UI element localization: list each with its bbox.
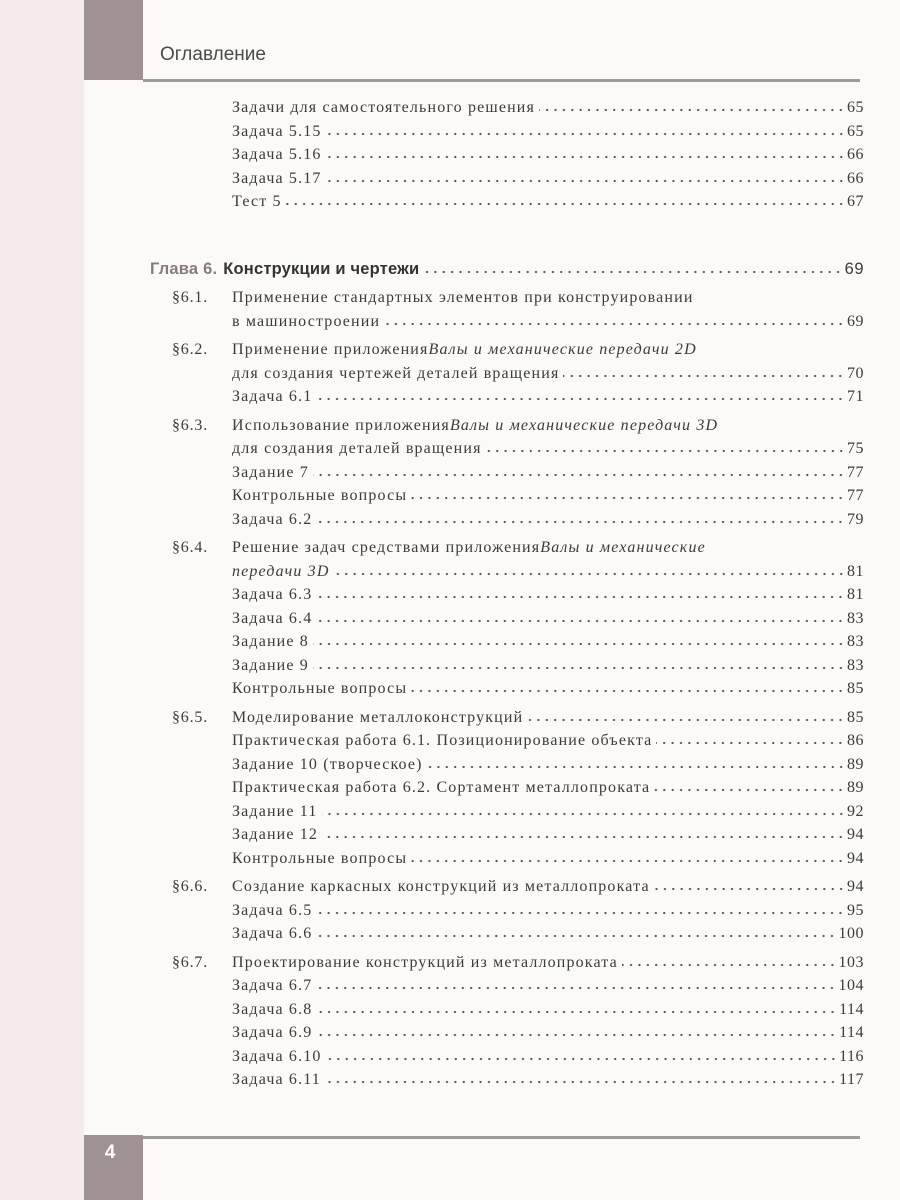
toc-entry[interactable]	[150, 800, 864, 824]
chapter-label: Глава 6.	[150, 259, 218, 278]
dot-leader	[316, 1033, 837, 1037]
dot-leader	[527, 718, 845, 722]
entry-title-italic: передачи 3D	[232, 562, 330, 580]
entry-title: Контрольные вопросы	[232, 680, 408, 697]
toc-entry[interactable]	[150, 461, 864, 485]
entry-title: Задание 7	[232, 463, 309, 481]
entry-title: Тест 5	[232, 193, 282, 210]
section-number: §6.1.	[172, 289, 208, 306]
dot-leader	[654, 887, 845, 891]
page-ref: 117	[839, 1071, 864, 1088]
entry-line	[232, 998, 864, 1022]
dot-leader	[325, 1080, 837, 1084]
dot-leader	[326, 155, 845, 159]
entry-title: Задача 6.5	[232, 901, 313, 919]
toc-entry[interactable]	[150, 776, 864, 800]
page-ref: 114	[839, 1000, 864, 1018]
entry-title: Задание 9	[232, 656, 309, 674]
page-ref: 116	[839, 1047, 864, 1065]
toc-entry[interactable]	[150, 583, 864, 607]
toc-entry[interactable]	[150, 677, 864, 701]
dot-leader	[316, 1010, 837, 1014]
entry-line	[232, 847, 864, 871]
entry-lines	[232, 508, 864, 532]
entry-lines	[232, 630, 864, 654]
entry-title: Контрольные вопросы	[232, 487, 408, 504]
page-ref: 86	[847, 732, 864, 749]
toc-entry[interactable]	[150, 190, 864, 214]
entry-line	[232, 414, 864, 438]
dot-leader	[622, 963, 837, 967]
entry-title: Задача 6.2	[232, 510, 313, 528]
toc-section-entry[interactable]	[150, 875, 864, 899]
entry-line	[232, 508, 864, 532]
page-ref: 66	[847, 146, 864, 163]
dot-leader	[313, 642, 845, 646]
toc-entry[interactable]	[150, 630, 864, 654]
entry-title: Применение стандартных элементов при конструировании	[232, 289, 694, 306]
dot-leader	[316, 397, 845, 401]
entry-title: Задача 5.16	[232, 146, 322, 163]
table-of-contents	[150, 96, 864, 1092]
dot-leader	[326, 1057, 838, 1061]
entry-line	[232, 484, 864, 508]
entry-title: Задание 10 (творческое)	[232, 755, 423, 773]
entry-line	[232, 630, 864, 654]
entry-line	[232, 776, 864, 800]
entry-lines	[232, 96, 864, 120]
entry-lines	[232, 847, 864, 871]
toc-entry[interactable]	[150, 143, 864, 167]
entry-lines	[232, 729, 864, 753]
page-ref: 94	[847, 826, 864, 843]
running-header-title: Оглавление	[160, 44, 266, 65]
toc-section-entry[interactable]	[150, 706, 864, 730]
toc-entry[interactable]	[150, 484, 864, 508]
toc-section-entry[interactable]	[150, 338, 864, 385]
section-number: §6.2.	[172, 341, 208, 358]
toc-entry[interactable]	[150, 508, 864, 532]
page-ref: 77	[847, 487, 864, 504]
entry-title: Задание 12	[232, 826, 319, 843]
entry-title: Задача 6.8	[232, 1000, 313, 1018]
entry-lines	[232, 654, 864, 678]
dot-leader	[384, 322, 845, 326]
toc-section-entry[interactable]	[150, 286, 864, 333]
toc-entry[interactable]	[150, 998, 864, 1022]
entry-title: Задача 6.9	[232, 1024, 313, 1041]
toc-entry[interactable]	[150, 1045, 864, 1069]
entry-line	[232, 706, 864, 730]
entry-title: Задача 6.11	[232, 1071, 321, 1088]
entry-lines	[232, 1068, 864, 1092]
entry-line	[232, 385, 864, 409]
toc-entry[interactable]	[150, 1021, 864, 1045]
entry-lines	[232, 974, 864, 998]
entry-title: в машиностроении	[232, 312, 381, 330]
page-ref: 92	[847, 802, 864, 820]
entry-title: Моделирование металлоконструкций	[232, 708, 524, 726]
chapter-title: Конструкции и чертежи	[223, 259, 420, 278]
entry-line	[150, 258, 864, 282]
toc-entry[interactable]	[150, 1068, 864, 1092]
toc-section-entry[interactable]	[150, 951, 864, 975]
entry-title: Применение приложения	[232, 341, 429, 358]
dot-leader	[316, 934, 836, 938]
page-ref: 114	[839, 1024, 864, 1041]
page-number: 4	[104, 1142, 116, 1163]
page-ref: 71	[847, 388, 864, 405]
entry-line	[232, 607, 864, 631]
entry-title: для создания чертежей деталей вращения	[232, 364, 560, 382]
entry-lines	[232, 1021, 864, 1045]
entry-lines	[232, 286, 864, 333]
dot-leader	[539, 108, 845, 112]
section-number: §6.6.	[172, 878, 208, 895]
entry-lines	[232, 167, 864, 191]
entry-lines	[232, 875, 864, 899]
entry-title: Контрольные вопросы	[232, 849, 408, 867]
section-number: §6.5.	[172, 708, 208, 726]
dot-leader	[326, 132, 845, 136]
toc-entry[interactable]	[150, 922, 864, 946]
entry-lines	[232, 461, 864, 485]
entry-lines	[232, 922, 864, 946]
page-ref: 94	[847, 849, 864, 867]
dot-leader	[411, 859, 845, 863]
dot-leader	[654, 788, 845, 792]
page-ref: 69	[847, 312, 864, 330]
page-edge	[0, 0, 84, 1200]
entry-lines	[232, 120, 864, 144]
toc-section-entry[interactable]	[150, 536, 864, 583]
page-ref: 70	[847, 364, 864, 382]
toc-entry[interactable]	[150, 607, 864, 631]
entry-line	[232, 1021, 864, 1045]
entry-lines	[232, 899, 864, 923]
page-ref: 65	[847, 122, 864, 140]
entry-line	[232, 536, 864, 560]
entry-lines	[232, 753, 864, 777]
toc-entry[interactable]	[150, 120, 864, 144]
toc-entry[interactable]	[150, 96, 864, 120]
entry-line	[232, 974, 864, 998]
entry-line	[232, 437, 864, 461]
entry-lines	[232, 1045, 864, 1069]
toc-entry[interactable]	[150, 385, 864, 409]
page-ref: 66	[847, 169, 864, 187]
entry-title: Задача 6.3	[232, 586, 313, 603]
page-ref: 94	[847, 878, 864, 895]
header-accent-bar	[84, 0, 143, 80]
entry-title: Задача 6.1	[232, 388, 313, 405]
dot-leader	[326, 179, 845, 183]
page-ref: 83	[847, 633, 864, 650]
dot-leader	[313, 473, 845, 477]
entry-line	[232, 190, 864, 214]
page-ref: 95	[847, 901, 864, 919]
entry-title: Задача 6.10	[232, 1047, 322, 1065]
toc-entry[interactable]	[150, 899, 864, 923]
page-ref: 89	[847, 779, 864, 796]
entry-line	[232, 120, 864, 144]
entry-title: Проектирование конструкций из металлопроката	[232, 953, 618, 971]
dot-leader	[316, 911, 845, 915]
entry-lines	[232, 706, 864, 730]
toc-chapter-entry[interactable]	[150, 258, 864, 282]
entry-title: Использование приложения	[232, 416, 450, 434]
entry-title: Задача 5.15	[232, 122, 322, 140]
dot-leader	[313, 666, 845, 670]
entry-lines	[232, 583, 864, 607]
dot-leader	[316, 986, 836, 990]
entry-title: Задача 6.7	[232, 977, 313, 994]
page-ref: 81	[847, 586, 864, 603]
entry-lines	[232, 414, 864, 461]
toc-entry[interactable]	[150, 974, 864, 998]
entry-lines	[232, 143, 864, 167]
dot-leader	[411, 689, 845, 693]
entry-title: Создание каркасных конструкций из металлопроката	[232, 878, 650, 895]
dot-leader	[316, 520, 845, 524]
dot-leader	[563, 374, 845, 378]
page-ref: 81	[847, 562, 864, 580]
entry-lines	[232, 998, 864, 1022]
entry-line	[232, 1068, 864, 1092]
entry-line	[232, 800, 864, 824]
entry-lines	[232, 338, 864, 385]
entry-title-italic: Валы и механические передачи 3D	[449, 416, 719, 434]
header-rule	[143, 79, 860, 82]
entry-line	[232, 461, 864, 485]
page-ref: 65	[847, 99, 864, 116]
entry-title: Задача 6.4	[232, 609, 313, 627]
entry-line	[232, 875, 864, 899]
entry-lines	[232, 951, 864, 975]
entry-lines	[232, 484, 864, 508]
entry-line	[232, 362, 864, 386]
entry-lines	[232, 677, 864, 701]
dot-leader	[322, 835, 845, 839]
page-ref: 104	[838, 977, 864, 994]
dot-leader	[427, 765, 845, 769]
entry-line	[232, 753, 864, 777]
entry-line	[232, 143, 864, 167]
page-ref: 85	[847, 708, 864, 726]
section-number: §6.4.	[172, 539, 208, 556]
toc-entry[interactable]	[150, 823, 864, 847]
entry-line	[232, 922, 864, 946]
entry-title: Задача 6.6	[232, 925, 313, 942]
entry-title: Задание 8	[232, 633, 309, 650]
entry-lines	[232, 536, 864, 583]
entry-lines	[232, 190, 864, 214]
dot-leader	[334, 572, 845, 576]
page-ref: 100	[838, 925, 864, 942]
entry-lines	[150, 258, 864, 282]
entry-line	[232, 823, 864, 847]
toc-section-entry[interactable]	[150, 414, 864, 461]
entry-lines	[232, 607, 864, 631]
toc-entry[interactable]	[150, 729, 864, 753]
entry-line	[232, 899, 864, 923]
entry-line	[232, 951, 864, 975]
entry-title: для создания деталей вращения	[232, 440, 482, 457]
section-number: §6.7.	[172, 953, 208, 971]
entry-line	[232, 729, 864, 753]
entry-title: Практическая работа 6.2. Сортамент металлопроката	[232, 779, 651, 796]
dot-leader	[423, 270, 842, 274]
entry-title: Задача 5.17	[232, 169, 322, 187]
page-ref: 69	[844, 259, 864, 278]
page-ref: 75	[847, 440, 864, 457]
dot-leader	[316, 595, 845, 599]
entry-title: Решение задач средствами приложения	[232, 539, 541, 556]
entry-line	[232, 583, 864, 607]
entry-lines	[232, 776, 864, 800]
entry-lines	[232, 800, 864, 824]
page-ref: 85	[847, 680, 864, 697]
dot-leader	[316, 619, 845, 623]
entry-title: Задачи для самостоятельного решения	[232, 99, 536, 116]
entry-line	[232, 96, 864, 120]
section-number: §6.3.	[172, 416, 208, 434]
dot-leader	[411, 496, 845, 500]
dot-leader	[486, 449, 845, 453]
entry-line	[232, 286, 864, 310]
entry-line	[232, 338, 864, 362]
page-ref: 83	[847, 656, 864, 674]
entry-lines	[232, 385, 864, 409]
toc-entry[interactable]	[150, 753, 864, 777]
page-ref: 103	[838, 953, 864, 971]
toc-entry[interactable]	[150, 847, 864, 871]
entry-title: Практическая работа 6.1. Позиционирование объекта	[232, 732, 653, 749]
footer-rule	[143, 1136, 860, 1139]
entry-line	[232, 677, 864, 701]
entry-line	[232, 560, 864, 584]
page-ref: 89	[847, 755, 864, 773]
dot-leader	[656, 741, 845, 745]
entry-line	[232, 167, 864, 191]
entry-title: Задание 11	[232, 802, 318, 820]
toc-entry[interactable]	[150, 654, 864, 678]
page-ref: 77	[847, 463, 864, 481]
entry-line	[232, 654, 864, 678]
entry-lines	[232, 823, 864, 847]
entry-title-italic: Валы и механические передачи 2D	[428, 341, 697, 358]
page-ref: 83	[847, 609, 864, 627]
toc-entry[interactable]	[150, 167, 864, 191]
page-ref: 67	[847, 193, 864, 210]
page-ref: 79	[847, 510, 864, 528]
entry-line	[232, 1045, 864, 1069]
entry-line	[232, 310, 864, 334]
dot-leader	[286, 202, 845, 206]
entry-title-italic: Валы и механические	[540, 539, 706, 556]
dot-leader	[322, 812, 846, 816]
